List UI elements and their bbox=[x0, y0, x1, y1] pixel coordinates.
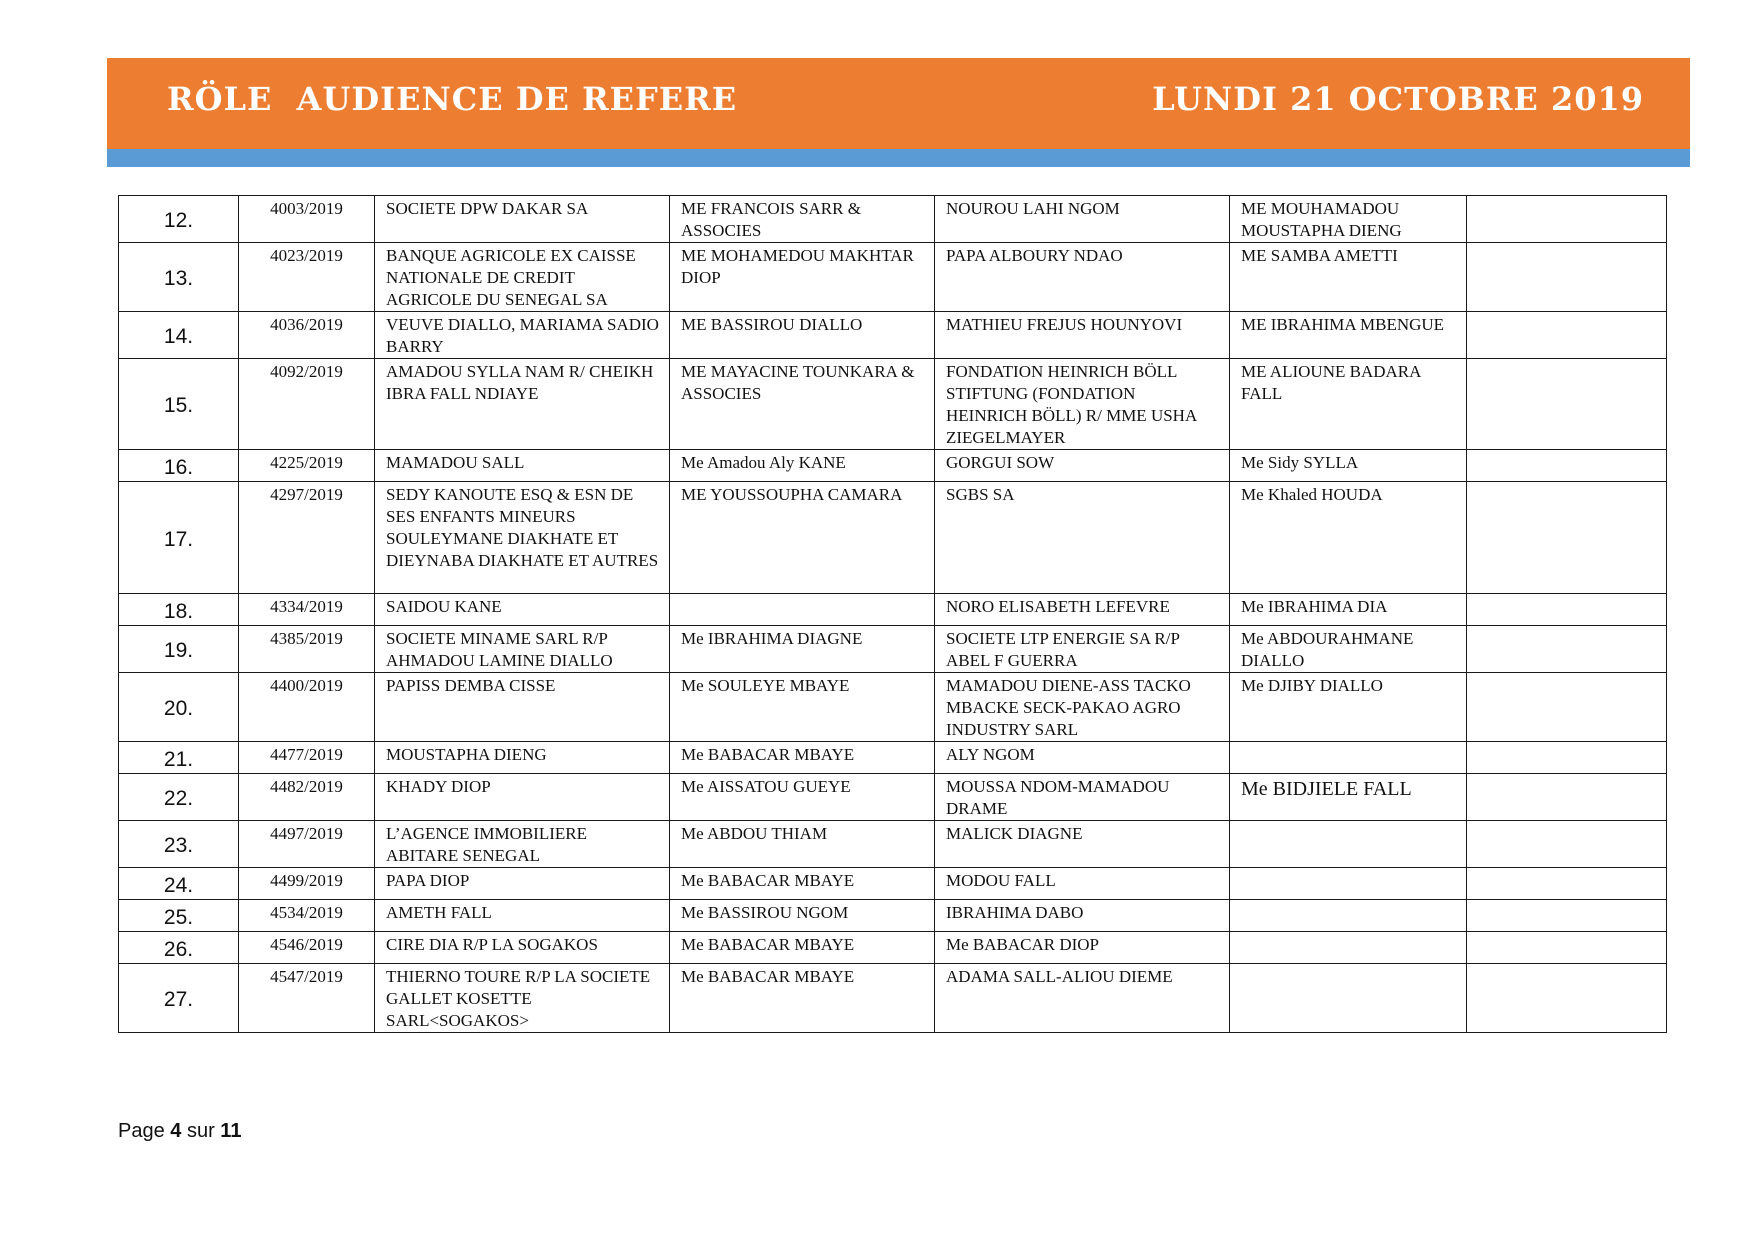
case-number-cell: 16. bbox=[119, 450, 239, 482]
notes-cell bbox=[1467, 626, 1667, 673]
notes-cell bbox=[1467, 312, 1667, 359]
notes-cell bbox=[1467, 964, 1667, 1033]
defendant-lawyer-cell: ME SAMBA AMETTI bbox=[1230, 243, 1467, 312]
defendant-cell: NORO ELISABETH LEFEVRE bbox=[935, 594, 1230, 626]
defendant-lawyer-cell: ME ALIOUNE BADARA FALL bbox=[1230, 359, 1467, 450]
docket-number-cell: 4297/2019 bbox=[239, 482, 375, 594]
table-row bbox=[119, 742, 1667, 774]
plaintiff-cell: CIRE DIA R/P LA SOGAKOS bbox=[375, 932, 670, 964]
hearing-date: LUNDI 21 OCTOBRE 2019 bbox=[1152, 80, 1644, 118]
docket-number-cell: 4092/2019 bbox=[239, 359, 375, 450]
plaintiff-cell: MOUSTAPHA DIENG bbox=[375, 742, 670, 774]
case-number-cell: 27. bbox=[119, 964, 239, 1033]
case-number-cell: 24. bbox=[119, 868, 239, 900]
plaintiff-cell: BANQUE AGRICOLE EX CAISSE NATIONALE DE CREDIT AGRICOLE DU SENEGAL SA bbox=[375, 243, 670, 312]
docket-number-cell: 4547/2019 bbox=[239, 964, 375, 1033]
plaintiff-lawyer-cell: Me AISSATOU GUEYE bbox=[670, 774, 935, 821]
defendant-lawyer-cell: Me ABDOURAHMANE DIALLO bbox=[1230, 626, 1467, 673]
plaintiff-cell: THIERNO TOURE R/P LA SOCIETE GALLET KOSETTE SARL<SOGAKOS> bbox=[375, 964, 670, 1033]
current-page-number: 4 bbox=[170, 1120, 182, 1142]
notes-cell bbox=[1467, 900, 1667, 932]
docket-number-cell: 4225/2019 bbox=[239, 450, 375, 482]
table-row bbox=[119, 964, 1667, 1033]
plaintiff-cell: SEDY KANOUTE ESQ & ESN DE SES ENFANTS MINEURS SOULEYMANE DIAKHATE ET DIEYNABA DIAKHATE ET AUTRES bbox=[375, 482, 670, 594]
defendant-lawyer-cell: Me BIDJIELE FALL bbox=[1230, 774, 1467, 821]
table-row bbox=[119, 673, 1667, 742]
table-row bbox=[119, 243, 1667, 312]
defendant-cell: MOUSSA NDOM-MAMADOU DRAME bbox=[935, 774, 1230, 821]
case-number-cell: 21. bbox=[119, 742, 239, 774]
plaintiff-cell: SOCIETE MINAME SARL R/P AHMADOU LAMINE DIALLO bbox=[375, 626, 670, 673]
notes-cell bbox=[1467, 742, 1667, 774]
table-row bbox=[119, 821, 1667, 868]
plaintiff-lawyer-cell: Me ABDOU THIAM bbox=[670, 821, 935, 868]
plaintiff-cell: SOCIETE DPW DAKAR SA bbox=[375, 196, 670, 243]
case-number-cell: 20. bbox=[119, 673, 239, 742]
defendant-lawyer-cell: ME MOUHAMADOU MOUSTAPHA DIENG bbox=[1230, 196, 1467, 243]
plaintiff-lawyer-cell: ME FRANCOIS SARR & ASSOCIES bbox=[670, 196, 935, 243]
notes-cell bbox=[1467, 450, 1667, 482]
case-number-cell: 18. bbox=[119, 594, 239, 626]
plaintiff-lawyer-cell: Me SOULEYE MBAYE bbox=[670, 673, 935, 742]
case-number-cell: 22. bbox=[119, 774, 239, 821]
table-row bbox=[119, 196, 1667, 243]
plaintiff-cell: PAPA DIOP bbox=[375, 868, 670, 900]
case-number-cell: 13. bbox=[119, 243, 239, 312]
notes-cell bbox=[1467, 594, 1667, 626]
table-row bbox=[119, 482, 1667, 594]
defendant-cell: GORGUI SOW bbox=[935, 450, 1230, 482]
plaintiff-lawyer-cell: ME MAYACINE TOUNKARA & ASSOCIES bbox=[670, 359, 935, 450]
defendant-cell: MALICK DIAGNE bbox=[935, 821, 1230, 868]
notes-cell bbox=[1467, 673, 1667, 742]
defendant-lawyer-cell: Me Sidy SYLLA bbox=[1230, 450, 1467, 482]
docket-number-cell: 4023/2019 bbox=[239, 243, 375, 312]
defendant-lawyer-cell bbox=[1230, 868, 1467, 900]
plaintiff-lawyer-cell: ME BASSIROU DIALLO bbox=[670, 312, 935, 359]
plaintiff-lawyer-cell: ME YOUSSOUPHA CAMARA bbox=[670, 482, 935, 594]
defendant-cell: NOUROU LAHI NGOM bbox=[935, 196, 1230, 243]
footer-middle: sur bbox=[181, 1120, 221, 1142]
table-row bbox=[119, 626, 1667, 673]
total-page-count: 11 bbox=[220, 1120, 242, 1142]
footer-prefix: Page bbox=[118, 1120, 171, 1142]
plaintiff-cell: MAMADOU SALL bbox=[375, 450, 670, 482]
docket-number-cell: 4497/2019 bbox=[239, 821, 375, 868]
table-row bbox=[119, 932, 1667, 964]
defendant-cell: SOCIETE LTP ENERGIE SA R/P ABEL F GUERRA bbox=[935, 626, 1230, 673]
defendant-lawyer-cell: ME IBRAHIMA MBENGUE bbox=[1230, 312, 1467, 359]
defendant-lawyer-cell bbox=[1230, 821, 1467, 868]
notes-cell bbox=[1467, 932, 1667, 964]
notes-cell bbox=[1467, 774, 1667, 821]
defendant-cell: ALY NGOM bbox=[935, 742, 1230, 774]
table-row bbox=[119, 900, 1667, 932]
header-accent-stripe bbox=[107, 149, 1690, 167]
docket-number-cell: 4477/2019 bbox=[239, 742, 375, 774]
page-footer bbox=[118, 1120, 241, 1143]
notes-cell bbox=[1467, 196, 1667, 243]
plaintiff-cell: SAIDOU KANE bbox=[375, 594, 670, 626]
notes-cell bbox=[1467, 482, 1667, 594]
defendant-lawyer-cell: Me Khaled HOUDA bbox=[1230, 482, 1467, 594]
case-number-cell: 19. bbox=[119, 626, 239, 673]
notes-cell bbox=[1467, 868, 1667, 900]
case-number-cell: 26. bbox=[119, 932, 239, 964]
plaintiff-lawyer-cell: Me IBRAHIMA DIAGNE bbox=[670, 626, 935, 673]
page-title: RÖLE AUDIENCE DE REFERE bbox=[167, 80, 738, 118]
defendant-cell: FONDATION HEINRICH BÖLL STIFTUNG (FONDATION HEINRICH BÖLL) R/ MME USHA ZIEGELMAYER bbox=[935, 359, 1230, 450]
docket-number-cell: 4334/2019 bbox=[239, 594, 375, 626]
plaintiff-cell: L’AGENCE IMMOBILIERE ABITARE SENEGAL bbox=[375, 821, 670, 868]
defendant-cell: MODOU FALL bbox=[935, 868, 1230, 900]
defendant-cell: MATHIEU FREJUS HOUNYOVI bbox=[935, 312, 1230, 359]
table-row bbox=[119, 594, 1667, 626]
plaintiff-cell: AMADOU SYLLA NAM R/ CHEIKH IBRA FALL NDIAYE bbox=[375, 359, 670, 450]
docket-number-cell: 4482/2019 bbox=[239, 774, 375, 821]
defendant-lawyer-cell: Me IBRAHIMA DIA bbox=[1230, 594, 1467, 626]
case-number-cell: 25. bbox=[119, 900, 239, 932]
plaintiff-lawyer-cell: ME MOHAMEDOU MAKHTAR DIOP bbox=[670, 243, 935, 312]
hearing-roll-table bbox=[118, 195, 1667, 1033]
plaintiff-lawyer-cell: Me BABACAR MBAYE bbox=[670, 964, 935, 1033]
table-row bbox=[119, 359, 1667, 450]
plaintiff-cell: AMETH FALL bbox=[375, 900, 670, 932]
notes-cell bbox=[1467, 243, 1667, 312]
plaintiff-lawyer-cell: Me BABACAR MBAYE bbox=[670, 932, 935, 964]
plaintiff-cell: KHADY DIOP bbox=[375, 774, 670, 821]
docket-number-cell: 4003/2019 bbox=[239, 196, 375, 243]
defendant-lawyer-cell bbox=[1230, 900, 1467, 932]
table-row bbox=[119, 312, 1667, 359]
notes-cell bbox=[1467, 821, 1667, 868]
defendant-cell: PAPA ALBOURY NDAO bbox=[935, 243, 1230, 312]
defendant-cell: SGBS SA bbox=[935, 482, 1230, 594]
defendant-cell: ADAMA SALL-ALIOU DIEME bbox=[935, 964, 1230, 1033]
docket-number-cell: 4036/2019 bbox=[239, 312, 375, 359]
case-number-cell: 17. bbox=[119, 482, 239, 594]
plaintiff-cell: VEUVE DIALLO, MARIAMA SADIO BARRY bbox=[375, 312, 670, 359]
table-row bbox=[119, 774, 1667, 821]
table-row bbox=[119, 868, 1667, 900]
defendant-lawyer-cell bbox=[1230, 964, 1467, 1033]
plaintiff-lawyer-cell: Me BASSIROU NGOM bbox=[670, 900, 935, 932]
defendant-cell: Me BABACAR DIOP bbox=[935, 932, 1230, 964]
plaintiff-cell: PAPISS DEMBA CISSE bbox=[375, 673, 670, 742]
case-number-cell: 12. bbox=[119, 196, 239, 243]
plaintiff-lawyer-cell: Me BABACAR MBAYE bbox=[670, 868, 935, 900]
docket-number-cell: 4385/2019 bbox=[239, 626, 375, 673]
defendant-lawyer-cell: Me DJIBY DIALLO bbox=[1230, 673, 1467, 742]
case-number-cell: 14. bbox=[119, 312, 239, 359]
defendant-cell: IBRAHIMA DABO bbox=[935, 900, 1230, 932]
plaintiff-lawyer-cell: Me BABACAR MBAYE bbox=[670, 742, 935, 774]
case-number-cell: 23. bbox=[119, 821, 239, 868]
case-number-cell: 15. bbox=[119, 359, 239, 450]
docket-number-cell: 4400/2019 bbox=[239, 673, 375, 742]
plaintiff-lawyer-cell bbox=[670, 594, 935, 626]
docket-number-cell: 4546/2019 bbox=[239, 932, 375, 964]
defendant-lawyer-cell bbox=[1230, 932, 1467, 964]
plaintiff-lawyer-cell: Me Amadou Aly KANE bbox=[670, 450, 935, 482]
defendant-lawyer-cell bbox=[1230, 742, 1467, 774]
docket-number-cell: 4534/2019 bbox=[239, 900, 375, 932]
docket-number-cell: 4499/2019 bbox=[239, 868, 375, 900]
table-row bbox=[119, 450, 1667, 482]
notes-cell bbox=[1467, 359, 1667, 450]
defendant-cell: MAMADOU DIENE-ASS TACKO MBACKE SECK-PAKAO AGRO INDUSTRY SARL bbox=[935, 673, 1230, 742]
